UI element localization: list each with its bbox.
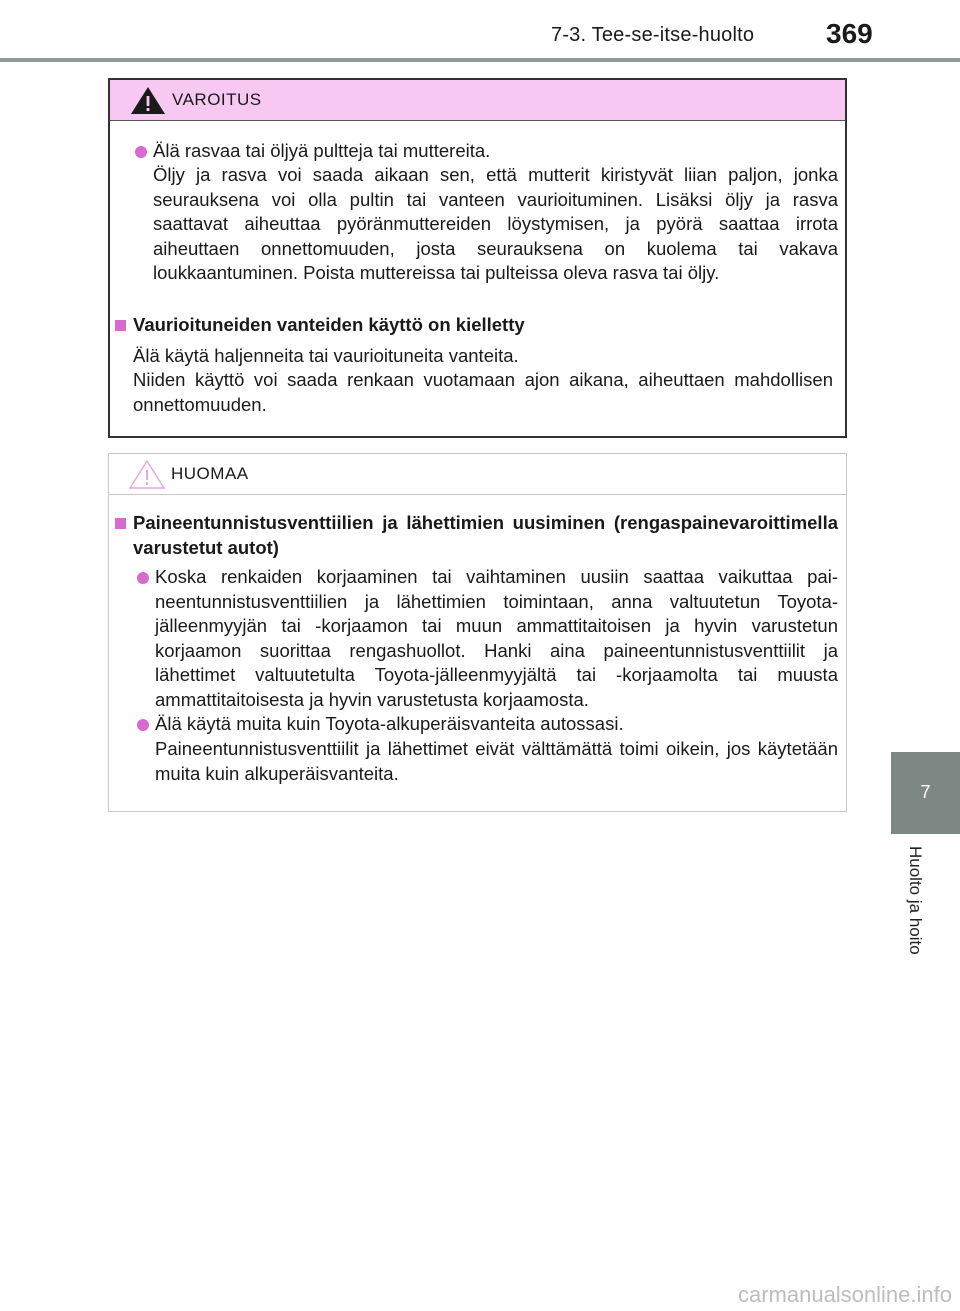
warning-section-heading: Vaurioituneiden vanteiden käyttö on kielletty [133, 314, 525, 335]
notice-item2-heading: Älä käytä muita kuin Toyota-alkuperäisvanteita autossasi. [155, 713, 624, 734]
chapter-number: 7 [920, 782, 931, 802]
warning-section-line1: Älä käytä haljenneita tai vaurioituneita vanteita. [133, 345, 519, 366]
warning-item1-body: Öljy ja rasva voi saada aikaan sen, että mutterit kiristyvät liian paljon, jonka seurauksena voi olla pultin tai vanteen vaurioituminen. Lisäksi öljy ja rasva saattavat aiheuttaa pyöränmuttereiden löystymisen, ja pyörä saattaa irrota aiheuttaen onnettomuuden, josta seurauksena on kuolema tai vakava loukkaantuminen. Poista muttereissa tai pulteissa oleva rasva tai öljy. [153, 164, 838, 283]
bullet-circle-icon [135, 146, 147, 158]
warning-triangle-icon [128, 84, 168, 116]
notice-title: HUOMAA [171, 464, 249, 483]
header-rule [0, 58, 960, 62]
bullet-circle-icon [137, 572, 149, 584]
caution-triangle-icon [127, 458, 167, 490]
section-title: 7-3. Tee-se-itse-huolto [551, 24, 755, 46]
chapter-tab [891, 752, 960, 834]
warning-item1-heading: Älä rasvaa tai öljyä pultteja tai muttereita. [153, 140, 491, 161]
bullet-circle-icon [137, 719, 149, 731]
warning-header [110, 80, 845, 121]
warning-section-line2: Niiden käyttö voi saada renkaan vuotamaan ajon aikana, aiheuttaen mahdollisen onnettomuuden. [133, 369, 833, 415]
bullet-square-icon [115, 518, 126, 529]
notice-item1: Koska renkaiden korjaaminen tai vaihtaminen uusiin saattaa vaikuttaa paineentunnistusventtiilien ja lähettimien toimintaan, anna valtuutetun Toyota-jälleenmyyjän tai -korjaamon tai muun ammattitaitoisen ja hyvin varustetun korjaamon suorittaa rengashuollot. Hanki aina paineentunnistusventtiilit ja lähettimet valtuutetulta Toyota-jälleenmyyjältä tai -korjaamolta tai muusta ammattitaitoisesta ja hyvin varustetusta korjaamosta. [155, 566, 838, 710]
notice-header [109, 454, 846, 495]
notice-item2-body: Paineentunnistusventtiilit ja lähettimet eivät välttämättä toimi oikein, jos käytetään muita kuin alkuperäisvanteita. [155, 738, 838, 784]
bullet-square-icon [115, 320, 126, 331]
chapter-label: Huolto ja hoito [906, 846, 925, 955]
notice-section-heading: Paineentunnistusventtiilien ja lähettimien uusiminen (rengaspainevaroittimella varustetut autot) [133, 512, 838, 558]
warning-title: VAROITUS [172, 90, 262, 109]
page-number: 369 [826, 18, 873, 49]
watermark: carmanualsonline.info [737, 1282, 952, 1307]
